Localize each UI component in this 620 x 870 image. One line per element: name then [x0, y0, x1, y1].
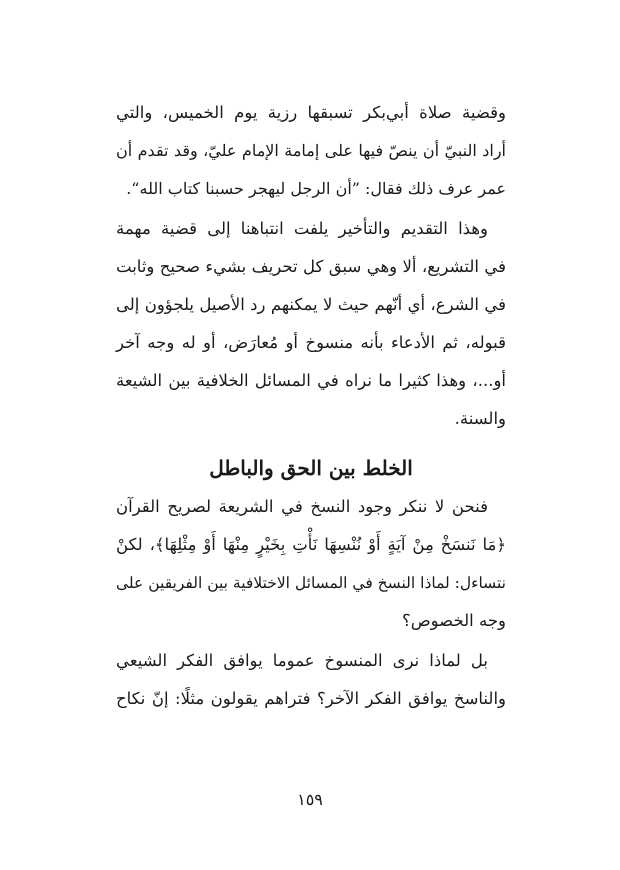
- text-line: فنحن لا ننكر وجود النسخ في الشريعة لصريح القرآن: [116, 497, 488, 516]
- text-line: أو...، وهذا كثيرا ما نراه في المسائل الخلافية بين الشيعة: [116, 371, 506, 390]
- paragraph-1: [116, 94, 506, 208]
- page-number: ١٥٩: [297, 790, 323, 809]
- text-line: بل لماذا نرى المنسوخ عموما يوافق الفكر الشيعي: [116, 651, 488, 670]
- paragraph-4: [116, 642, 506, 718]
- paragraph-3: [116, 488, 506, 640]
- text-line: في الشرع، أي أنّهم حيث لا يمكنهم رد الأصيل يلجؤون إلى: [116, 295, 506, 314]
- text-line: وقضية صلاة أبي‌بكر تسبقها رزية يوم الخميس، والتي: [116, 103, 506, 122]
- text-line: وجه الخصوص؟: [401, 611, 506, 630]
- text-line: قبوله، ثم الأدعاء بأنه منسوخ أو مُعارَض، أو له وجه آخر: [116, 333, 506, 352]
- paragraph-2: [116, 210, 506, 438]
- section-heading: الخلط بين الحق والباطل: [209, 456, 413, 480]
- text-line: أراد النبيّ أن ينصّ فيها على إمامة الإمام عليّ، وقد تقدم أن: [116, 141, 507, 160]
- text-line: والسنة.: [454, 409, 506, 428]
- text-line: في التشريع، ألا وهي سبق كل تحريف بشيء صحيح وثابت: [116, 257, 506, 276]
- text-line: وهذا التقديم والتأخير يلفت انتباهنا إلى قضية مهمة: [116, 219, 488, 238]
- quran-verse-line: ﴿مَا نَنسَخْ مِنْ آيَةٍ أَوْ نُنْسِهَا نَأْتِ بِخَيْرٍ مِنْهَا أَوْ مِثْلِهَا﴾، لكنْ: [116, 535, 506, 554]
- text-line: والناسخ يوافق الفكر الآخر؟ فتراهم يقولون مثلًا: إنّ نكاح: [116, 689, 506, 708]
- text-line: عمر عرف ذلك فقال: ”أن الرجل ليهجر حسبنا كتاب الله“.: [126, 179, 506, 198]
- text-line: نتساءل: لماذا النسخ في المسائل الاختلافية بين الفريقين على: [116, 574, 506, 592]
